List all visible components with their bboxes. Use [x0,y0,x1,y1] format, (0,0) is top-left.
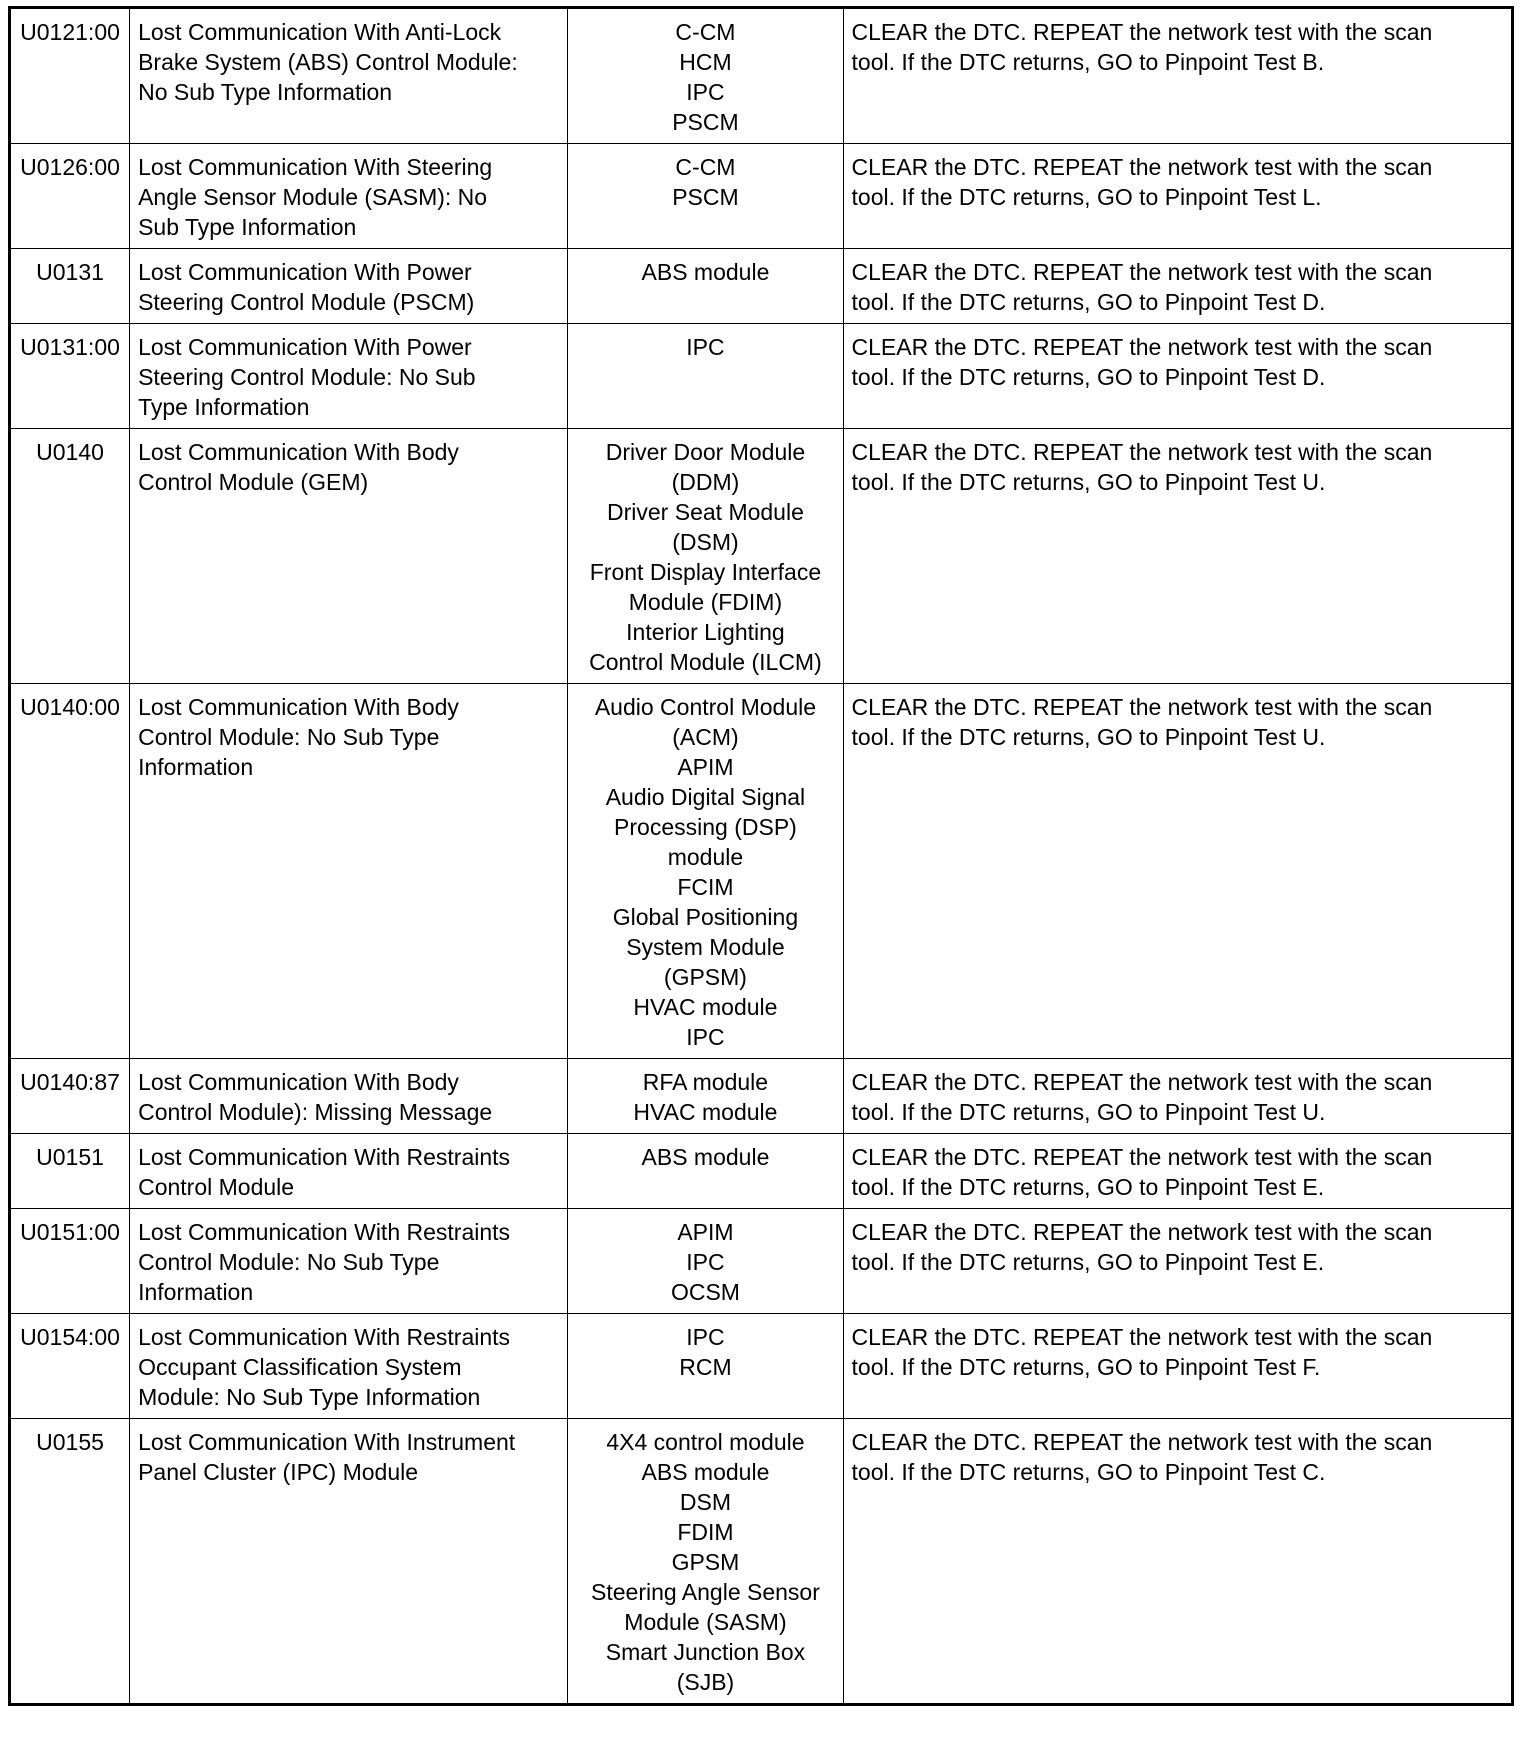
description-cell-line: Lost Communication With Anti-Lock [138,19,502,45]
description-cell [130,429,568,684]
action-cell-line: tool. If the DTC returns, GO to Pinpoint Test E. [851,1249,1325,1275]
modules-cell-line: IPC [686,1024,725,1050]
action-cell-line: tool. If the DTC returns, GO to Pinpoint Test D. [851,364,1326,390]
modules-cell-line: GPSM [671,1549,740,1575]
description-cell-line: Steering Control Module (PSCM) [138,289,475,315]
modules-cell-line: Processing (DSP) [614,814,797,840]
modules-cell [568,429,843,684]
action-cell-line: tool. If the DTC returns, GO to Pinpoint Test B. [851,49,1325,75]
table-row [10,429,1513,684]
description-cell-line: Module: No Sub Type Information [138,1384,481,1410]
description-cell-line: Control Module (GEM) [138,469,369,495]
modules-cell-line: Audio Control Module [594,694,817,720]
table-row [10,1059,1513,1134]
description-cell-line: Sub Type Information [138,214,357,240]
description-cell-line: Steering Control Module: No Sub [138,364,476,390]
modules-cell-line: FDIM [677,1519,734,1545]
modules-cell-line: APIM [677,1219,734,1245]
modules-cell-line: PSCM [672,109,739,135]
modules-cell-line: Control Module (ILCM) [589,649,822,675]
action-cell-line: CLEAR the DTC. REPEAT the network test with the scan [851,694,1433,720]
modules-cell-line: Driver Seat Module [607,499,804,525]
modules-cell-line: Module (FDIM) [628,589,783,615]
modules-cell-line: Audio Digital Signal [605,784,806,810]
action-cell-line: CLEAR the DTC. REPEAT the network test with the scan [851,1144,1433,1170]
action-cell [843,8,1512,144]
table-row [10,8,1513,144]
table-row [10,1314,1513,1419]
action-cell [843,1059,1512,1134]
description-cell [130,1419,568,1705]
modules-cell-line: C-CM [675,154,736,180]
description-cell-line: Control Module [138,1174,295,1200]
action-cell-line: CLEAR the DTC. REPEAT the network test with the scan [851,334,1433,360]
description-cell-line: Occupant Classification System [138,1354,462,1380]
dtc-code-cell: U0140:87 [10,1059,130,1134]
modules-cell [568,249,843,324]
action-cell [843,1314,1512,1419]
action-cell [843,1419,1512,1705]
action-cell-line: CLEAR the DTC. REPEAT the network test with the scan [851,1219,1433,1245]
modules-cell-line: (GPSM) [663,964,747,990]
modules-cell-line: Global Positioning [612,904,799,930]
modules-cell-line: System Module [626,934,785,960]
modules-cell-line: Module (SASM) [624,1609,787,1635]
description-cell-line: Lost Communication With Body [138,694,459,720]
dtc-code-cell: U0151 [10,1134,130,1209]
modules-cell-line: module [667,844,744,870]
description-cell-line: Lost Communication With Power [138,259,472,285]
description-cell [130,1134,568,1209]
description-cell [130,249,568,324]
dtc-code-cell: U0140 [10,429,130,684]
description-cell-line: Angle Sensor Module (SASM): No [138,184,488,210]
action-cell [843,684,1512,1059]
action-cell-line: CLEAR the DTC. REPEAT the network test with the scan [851,439,1433,465]
action-cell [843,429,1512,684]
dtc-code-cell: U0121:00 [10,8,130,144]
dtc-table-body [10,8,1513,1705]
modules-cell-line: (SJB) [676,1669,735,1695]
modules-cell-line: (DDM) [671,469,740,495]
modules-cell-line: Interior Lighting [626,619,785,645]
dtc-code-cell: U0151:00 [10,1209,130,1314]
description-cell [130,1059,568,1134]
table-row [10,249,1513,324]
action-cell-line: tool. If the DTC returns, GO to Pinpoint Test C. [851,1459,1326,1485]
action-cell-line: tool. If the DTC returns, GO to Pinpoint Test U. [851,724,1326,750]
modules-cell-line: Steering Angle Sensor [591,1579,820,1605]
description-cell [130,684,568,1059]
table-row [10,1419,1513,1705]
description-cell-line: Lost Communication With Power [138,334,472,360]
modules-cell [568,1209,843,1314]
modules-cell-line: Driver Door Module [605,439,806,465]
description-cell [130,1209,568,1314]
table-row [10,144,1513,249]
modules-cell-line: HVAC module [633,994,778,1020]
modules-cell-line: Smart Junction Box [605,1639,806,1665]
action-cell-line: tool. If the DTC returns, GO to Pinpoint Test D. [851,289,1326,315]
action-cell-line: CLEAR the DTC. REPEAT the network test with the scan [851,1429,1433,1455]
description-cell-line: Brake System (ABS) Control Module: [138,49,518,75]
action-cell-line: CLEAR the DTC. REPEAT the network test with the scan [851,154,1433,180]
modules-cell [568,684,843,1059]
description-cell-line: Control Module: No Sub Type [138,1249,440,1275]
modules-cell-line: HVAC module [633,1099,778,1125]
description-cell-line: Lost Communication With Steering [138,154,493,180]
description-cell-line: Information [138,754,254,780]
modules-cell-line: RFA module [642,1069,769,1095]
modules-cell-line: FCIM [677,874,734,900]
action-cell-line: CLEAR the DTC. REPEAT the network test with the scan [851,19,1433,45]
action-cell [843,324,1512,429]
dtc-code-cell: U0131 [10,249,130,324]
action-cell-line: CLEAR the DTC. REPEAT the network test with the scan [851,259,1433,285]
description-cell-line: Lost Communication With Instrument [138,1429,516,1455]
dtc-code-cell: U0155 [10,1419,130,1705]
table-row [10,324,1513,429]
table-row [10,1209,1513,1314]
modules-cell [568,1059,843,1134]
modules-cell-line: HCM [679,49,732,75]
modules-cell-line: ABS module [641,1459,770,1485]
modules-cell-line: PSCM [672,184,739,210]
action-cell-line: CLEAR the DTC. REPEAT the network test with the scan [851,1324,1433,1350]
modules-cell-line: IPC [686,1324,725,1350]
dtc-code-cell: U0154:00 [10,1314,130,1419]
modules-cell [568,324,843,429]
modules-cell [568,1419,843,1705]
description-cell-line: Panel Cluster (IPC) Module [138,1459,419,1485]
modules-cell-line: (DSM) [672,529,739,555]
description-cell-line: Lost Communication With Restraints [138,1324,511,1350]
description-cell [130,8,568,144]
description-cell [130,324,568,429]
description-cell-line: Lost Communication With Body [138,439,459,465]
table-row [10,684,1513,1059]
description-cell-line: Control Module): Missing Message [138,1099,493,1125]
modules-cell-line: 4X4 control module [606,1429,805,1455]
modules-cell-line: (ACM) [672,724,739,750]
description-cell-line: Lost Communication With Restraints [138,1144,511,1170]
dtc-code-cell: U0131:00 [10,324,130,429]
table-row [10,1134,1513,1209]
modules-cell-line: OCSM [670,1279,740,1305]
action-cell-line: tool. If the DTC returns, GO to Pinpoint Test U. [851,469,1326,495]
action-cell-line: tool. If the DTC returns, GO to Pinpoint Test E. [851,1174,1325,1200]
modules-cell [568,1314,843,1419]
modules-cell [568,8,843,144]
action-cell-line: tool. If the DTC returns, GO to Pinpoint Test U. [851,1099,1326,1125]
description-cell [130,144,568,249]
modules-cell-line: IPC [686,334,725,360]
description-cell-line: Information [138,1279,254,1305]
description-cell-line: No Sub Type Information [138,79,393,105]
action-cell [843,1209,1512,1314]
action-cell [843,144,1512,249]
action-cell-line: tool. If the DTC returns, GO to Pinpoint Test F. [851,1354,1321,1380]
modules-cell-line: C-CM [675,19,736,45]
dtc-table [8,6,1514,1706]
modules-cell-line: ABS module [641,259,770,285]
modules-cell-line: APIM [677,754,734,780]
modules-cell-line: RCM [679,1354,732,1380]
modules-cell-line: DSM [679,1489,731,1515]
action-cell-line: tool. If the DTC returns, GO to Pinpoint Test L. [851,184,1322,210]
action-cell-line: CLEAR the DTC. REPEAT the network test with the scan [851,1069,1433,1095]
description-cell [130,1314,568,1419]
modules-cell-line: IPC [686,79,725,105]
modules-cell [568,144,843,249]
modules-cell-line: IPC [686,1249,725,1275]
description-cell-line: Lost Communication With Body [138,1069,459,1095]
action-cell [843,1134,1512,1209]
action-cell [843,249,1512,324]
description-cell-line: Type Information [138,394,310,420]
description-cell-line: Lost Communication With Restraints [138,1219,511,1245]
description-cell-line: Control Module: No Sub Type [138,724,440,750]
modules-cell-line: Front Display Interface [589,559,822,585]
dtc-code-cell: U0126:00 [10,144,130,249]
modules-cell-line: ABS module [641,1144,770,1170]
dtc-code-cell: U0140:00 [10,684,130,1059]
modules-cell [568,1134,843,1209]
